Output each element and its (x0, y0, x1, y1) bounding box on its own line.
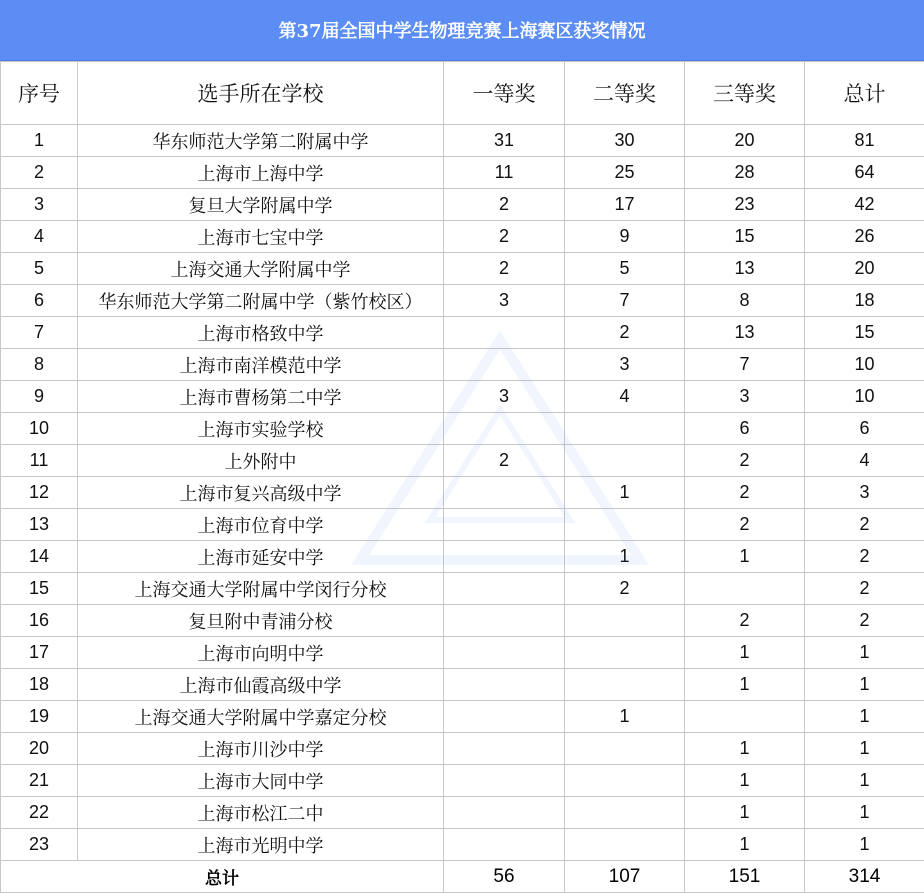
row-total: 64 (805, 157, 924, 189)
table-row (1, 445, 924, 477)
row-index: 13 (1, 509, 78, 541)
row-second-prize: 4 (565, 381, 685, 413)
row-index: 15 (1, 573, 78, 605)
row-first-prize (444, 797, 565, 829)
row-second-prize (565, 669, 685, 701)
table-row (1, 541, 924, 573)
row-index: 14 (1, 541, 78, 573)
row-first-prize: 2 (444, 253, 565, 285)
row-second-prize: 2 (565, 573, 685, 605)
row-third-prize: 13 (685, 253, 805, 285)
table-row (1, 669, 924, 701)
row-school: 上外附中 (78, 445, 444, 477)
row-first-prize (444, 349, 565, 381)
row-third-prize: 1 (685, 829, 805, 861)
row-index: 22 (1, 797, 78, 829)
row-index: 3 (1, 189, 78, 221)
row-total: 42 (805, 189, 924, 221)
row-third-prize: 7 (685, 349, 805, 381)
table-body (1, 125, 924, 861)
table-row (1, 125, 924, 157)
row-second-prize: 5 (565, 253, 685, 285)
row-school: 上海市南洋模范中学 (78, 349, 444, 381)
row-first-prize: 2 (444, 221, 565, 253)
row-first-prize (444, 701, 565, 733)
row-first-prize (444, 765, 565, 797)
row-school: 上海市川沙中学 (78, 733, 444, 765)
row-total: 1 (805, 797, 924, 829)
total-all: 314 (805, 861, 924, 893)
row-school: 复旦大学附属中学 (78, 189, 444, 221)
row-school: 上海市上海中学 (78, 157, 444, 189)
row-third-prize: 8 (685, 285, 805, 317)
row-total: 18 (805, 285, 924, 317)
row-first-prize: 2 (444, 189, 565, 221)
table-row (1, 509, 924, 541)
row-first-prize (444, 829, 565, 861)
table-row (1, 253, 924, 285)
header-second-prize: 二等奖 (565, 62, 685, 125)
row-total: 1 (805, 669, 924, 701)
row-school: 华东师范大学第二附属中学 (78, 125, 444, 157)
table-row (1, 637, 924, 669)
row-first-prize: 31 (444, 125, 565, 157)
row-index: 21 (1, 765, 78, 797)
total-row (1, 861, 924, 893)
header-total: 总计 (805, 62, 924, 125)
row-total: 1 (805, 733, 924, 765)
table-row (1, 829, 924, 861)
row-index: 17 (1, 637, 78, 669)
row-school: 上海市松江二中 (78, 797, 444, 829)
row-school: 上海交通大学附属中学嘉定分校 (78, 701, 444, 733)
row-total: 1 (805, 765, 924, 797)
table-row (1, 157, 924, 189)
row-school: 上海市仙霞高级中学 (78, 669, 444, 701)
table-row (1, 701, 924, 733)
row-total: 26 (805, 221, 924, 253)
row-index: 12 (1, 477, 78, 509)
row-second-prize (565, 509, 685, 541)
row-first-prize (444, 541, 565, 573)
row-third-prize: 2 (685, 445, 805, 477)
table-row (1, 605, 924, 637)
row-index: 23 (1, 829, 78, 861)
row-total: 2 (805, 541, 924, 573)
row-first-prize: 3 (444, 285, 565, 317)
row-third-prize: 1 (685, 733, 805, 765)
row-index: 10 (1, 413, 78, 445)
row-index: 20 (1, 733, 78, 765)
row-third-prize (685, 573, 805, 605)
table-row (1, 765, 924, 797)
row-index: 18 (1, 669, 78, 701)
row-first-prize (444, 605, 565, 637)
row-third-prize: 1 (685, 797, 805, 829)
awards-table (0, 61, 924, 893)
row-second-prize (565, 605, 685, 637)
row-second-prize (565, 829, 685, 861)
total-first-prize: 56 (444, 861, 565, 893)
row-third-prize (685, 701, 805, 733)
header-third-prize: 三等奖 (685, 62, 805, 125)
row-second-prize: 30 (565, 125, 685, 157)
table-row (1, 413, 924, 445)
header-index: 序号 (1, 62, 78, 125)
row-total: 1 (805, 829, 924, 861)
row-third-prize: 15 (685, 221, 805, 253)
row-first-prize: 2 (444, 445, 565, 477)
row-total: 3 (805, 477, 924, 509)
row-index: 8 (1, 349, 78, 381)
row-index: 7 (1, 317, 78, 349)
row-second-prize: 7 (565, 285, 685, 317)
row-total: 2 (805, 605, 924, 637)
header-first-prize: 一等奖 (444, 62, 565, 125)
total-third-prize: 151 (685, 861, 805, 893)
row-third-prize: 13 (685, 317, 805, 349)
row-second-prize (565, 637, 685, 669)
row-school: 上海市向明中学 (78, 637, 444, 669)
row-second-prize: 17 (565, 189, 685, 221)
table-row (1, 349, 924, 381)
row-third-prize: 2 (685, 477, 805, 509)
row-third-prize: 6 (685, 413, 805, 445)
row-third-prize: 23 (685, 189, 805, 221)
row-school: 上海市格致中学 (78, 317, 444, 349)
table-row (1, 477, 924, 509)
total-second-prize: 107 (565, 861, 685, 893)
row-first-prize: 11 (444, 157, 565, 189)
row-first-prize (444, 637, 565, 669)
row-index: 5 (1, 253, 78, 285)
row-total: 2 (805, 509, 924, 541)
row-total: 15 (805, 317, 924, 349)
row-total: 20 (805, 253, 924, 285)
row-second-prize: 3 (565, 349, 685, 381)
row-second-prize (565, 765, 685, 797)
total-label: 总计 (1, 861, 444, 893)
row-index: 19 (1, 701, 78, 733)
row-school: 上海市复兴高级中学 (78, 477, 444, 509)
row-index: 16 (1, 605, 78, 637)
table-row (1, 573, 924, 605)
table-row (1, 381, 924, 413)
row-first-prize (444, 733, 565, 765)
row-total: 6 (805, 413, 924, 445)
row-first-prize: 3 (444, 381, 565, 413)
row-third-prize: 28 (685, 157, 805, 189)
table-row (1, 733, 924, 765)
table-row (1, 317, 924, 349)
row-school: 上海市延安中学 (78, 541, 444, 573)
row-school: 上海市曹杨第二中学 (78, 381, 444, 413)
row-first-prize (444, 477, 565, 509)
row-second-prize (565, 413, 685, 445)
row-index: 9 (1, 381, 78, 413)
row-second-prize (565, 797, 685, 829)
table-row (1, 189, 924, 221)
row-third-prize: 2 (685, 509, 805, 541)
row-school: 上海市光明中学 (78, 829, 444, 861)
row-total: 4 (805, 445, 924, 477)
row-total: 1 (805, 637, 924, 669)
row-second-prize: 9 (565, 221, 685, 253)
table-title: 第37届全国中学生物理竞赛上海赛区获奖情况 (0, 0, 924, 61)
table-row (1, 797, 924, 829)
row-second-prize: 1 (565, 701, 685, 733)
row-first-prize (444, 509, 565, 541)
row-second-prize: 2 (565, 317, 685, 349)
row-second-prize: 1 (565, 477, 685, 509)
row-school: 复旦附中青浦分校 (78, 605, 444, 637)
row-second-prize (565, 445, 685, 477)
row-first-prize (444, 669, 565, 701)
row-index: 1 (1, 125, 78, 157)
row-first-prize (444, 317, 565, 349)
table-row (1, 285, 924, 317)
table-row (1, 221, 924, 253)
row-third-prize: 1 (685, 637, 805, 669)
header-row (1, 62, 924, 125)
row-second-prize (565, 733, 685, 765)
row-total: 2 (805, 573, 924, 605)
row-third-prize: 20 (685, 125, 805, 157)
row-school: 上海交通大学附属中学闵行分校 (78, 573, 444, 605)
row-school: 上海市实验学校 (78, 413, 444, 445)
row-first-prize (444, 573, 565, 605)
row-total: 10 (805, 381, 924, 413)
row-school: 上海市大同中学 (78, 765, 444, 797)
row-index: 2 (1, 157, 78, 189)
row-total: 1 (805, 701, 924, 733)
row-third-prize: 2 (685, 605, 805, 637)
row-third-prize: 1 (685, 541, 805, 573)
row-total: 81 (805, 125, 924, 157)
row-index: 6 (1, 285, 78, 317)
row-school: 上海市七宝中学 (78, 221, 444, 253)
row-third-prize: 3 (685, 381, 805, 413)
row-first-prize (444, 413, 565, 445)
row-school: 上海市位育中学 (78, 509, 444, 541)
row-index: 4 (1, 221, 78, 253)
header-school: 选手所在学校 (78, 62, 444, 125)
row-third-prize: 1 (685, 669, 805, 701)
row-third-prize: 1 (685, 765, 805, 797)
row-index: 11 (1, 445, 78, 477)
row-school: 华东师范大学第二附属中学（紫竹校区） (78, 285, 444, 317)
row-school: 上海交通大学附属中学 (78, 253, 444, 285)
row-total: 10 (805, 349, 924, 381)
row-second-prize: 1 (565, 541, 685, 573)
row-second-prize: 25 (565, 157, 685, 189)
